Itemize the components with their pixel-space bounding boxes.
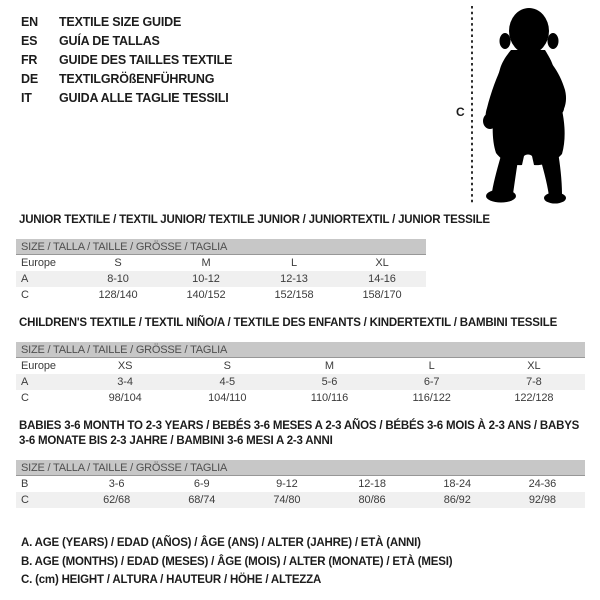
language-code: DE bbox=[21, 72, 38, 86]
language-code: FR bbox=[21, 53, 38, 67]
language-row bbox=[21, 89, 232, 108]
size-table bbox=[16, 358, 585, 406]
table-cell: 110/116 bbox=[310, 392, 349, 404]
section-junior-textile bbox=[16, 213, 591, 303]
row-label: C bbox=[21, 392, 29, 404]
table-cell: 4-5 bbox=[219, 376, 236, 388]
table-cell: 128/140 bbox=[98, 289, 138, 301]
table-cell: L bbox=[290, 257, 298, 269]
legend-line-a: A. AGE (YEARS) / EDAD (AÑOS) / ÂGE (ANS) / ALTER (JAHRE) / ETÀ (ANNI) bbox=[21, 537, 421, 549]
table-cell: 152/158 bbox=[274, 289, 314, 301]
table-cell: 122/128 bbox=[514, 392, 554, 404]
size-header-bar: SIZE / TALLA / TAILLE / GRÖSSE / TAGLIA bbox=[16, 239, 426, 255]
table-cell: 8-10 bbox=[107, 273, 129, 285]
table-cell: 3-6 bbox=[108, 478, 125, 490]
language-title: GUIDA ALLE TAGLIE TESSILI bbox=[59, 91, 229, 105]
table-cell: 12-18 bbox=[358, 478, 386, 490]
table-row bbox=[16, 271, 426, 287]
size-table bbox=[16, 255, 426, 303]
table-cell: M bbox=[201, 257, 211, 269]
table-cell: 5-6 bbox=[321, 376, 338, 388]
section-babies-textile bbox=[16, 419, 591, 508]
table-cell: 10-12 bbox=[192, 273, 220, 285]
table-title: CHILDREN'S TEXTILE / TEXTIL NIÑO/A / TEXTILE DES ENFANTS / KINDERTEXTIL / BAMBINI TESSILE bbox=[19, 317, 558, 329]
table-cell: 18-24 bbox=[443, 478, 472, 490]
table-cell: 158/170 bbox=[362, 289, 402, 301]
language-code: IT bbox=[21, 91, 32, 105]
table-cell: M bbox=[324, 360, 334, 372]
language-code: EN bbox=[21, 15, 38, 29]
table-cell: 86/92 bbox=[443, 494, 471, 506]
language-title: GUÍA DE TALLAS bbox=[59, 34, 160, 48]
table-wrap bbox=[16, 342, 585, 406]
table-row bbox=[16, 374, 585, 390]
table-title: JUNIOR TEXTILE / TEXTIL JUNIOR/ TEXTILE JUNIOR / JUNIORTEXTIL / JUNIOR TESSILE bbox=[19, 214, 490, 226]
table-cell: 104/110 bbox=[208, 392, 247, 404]
size-header-bar: SIZE / TALLA / TAILLE / GRÖSSE / TAGLIA bbox=[16, 460, 585, 476]
table-row bbox=[16, 390, 585, 406]
table-title: BABIES 3-6 MONTH TO 2-3 YEARS / BEBÉS 3-6 MESES A 2-3 AÑOS / BÉBÉS 3-6 MOIS À 2-3 ANS / BABYS 3-6 MONATE BIS 2-3 JAHRE / BAMBINI 3-6 MESI A 2-3 ANNI bbox=[19, 420, 580, 447]
language-row bbox=[21, 32, 232, 51]
language-row bbox=[21, 51, 232, 70]
table-cell: S bbox=[223, 360, 231, 372]
table-cell: 116/122 bbox=[412, 392, 451, 404]
table-cell: 62/68 bbox=[103, 494, 131, 506]
table-cell: 80/86 bbox=[358, 494, 386, 506]
language-title: TEXTILGRÖßENFÜHRUNG bbox=[59, 72, 215, 86]
height-measure-label: C bbox=[456, 105, 465, 119]
table-cell: 6-7 bbox=[423, 376, 440, 388]
language-title-block bbox=[21, 13, 232, 108]
toddler-silhouette bbox=[483, 8, 566, 204]
table-wrap bbox=[16, 239, 426, 303]
table-cell: 6-9 bbox=[193, 478, 210, 490]
size-table bbox=[16, 476, 585, 508]
table-cell: 68/74 bbox=[188, 494, 216, 506]
row-label: B bbox=[21, 478, 29, 490]
row-label: A bbox=[21, 376, 29, 388]
table-row bbox=[16, 358, 585, 374]
table-cell: 74/80 bbox=[273, 494, 301, 506]
legend-line-b: B. AGE (MONTHS) / EDAD (MESES) / ÂGE (MOIS) / ALTER (MONATE) / ETÀ (MESI) bbox=[21, 555, 453, 568]
table-wrap bbox=[16, 460, 585, 508]
table-cell: 9-12 bbox=[276, 478, 298, 490]
language-title: TEXTILE SIZE GUIDE bbox=[59, 15, 182, 29]
language-row bbox=[21, 70, 232, 89]
table-cell: 92/98 bbox=[528, 494, 556, 506]
table-cell: L bbox=[428, 360, 435, 372]
row-label: Europe bbox=[21, 257, 56, 269]
table-cell: XS bbox=[117, 360, 133, 372]
toddler-silhouette-icon bbox=[455, 4, 600, 209]
row-label: Europe bbox=[21, 360, 56, 372]
language-row bbox=[21, 13, 232, 32]
table-cell: 98/104 bbox=[108, 392, 142, 404]
section-childrens-textile bbox=[16, 316, 591, 406]
size-header-bar: SIZE / TALLA / TAILLE / GRÖSSE / TAGLIA bbox=[16, 342, 585, 358]
table-cell: 14-16 bbox=[368, 273, 396, 285]
legend-block bbox=[21, 534, 452, 590]
table-row bbox=[16, 476, 585, 492]
table-cell: 3-4 bbox=[117, 376, 133, 388]
table-cell: 24-36 bbox=[528, 478, 557, 490]
row-label: C bbox=[21, 289, 29, 301]
table-cell: XL bbox=[527, 360, 541, 372]
row-label: C bbox=[21, 494, 29, 506]
legend-line-c: C. (cm) HEIGHT / ALTURA / HAUTEUR / HÖHE / ALTEZZA bbox=[21, 574, 322, 586]
table-row bbox=[16, 492, 585, 508]
table-row bbox=[16, 287, 426, 303]
language-code: ES bbox=[21, 34, 38, 48]
table-cell: 12-13 bbox=[280, 273, 308, 285]
row-label: A bbox=[21, 273, 29, 285]
table-cell: S bbox=[114, 257, 122, 269]
table-cell: 7-8 bbox=[526, 376, 542, 388]
table-cell: 140/152 bbox=[186, 289, 226, 301]
table-cell: XL bbox=[375, 257, 389, 269]
table-row bbox=[16, 255, 426, 271]
language-title: GUIDE DES TAILLES TEXTILE bbox=[59, 53, 233, 67]
